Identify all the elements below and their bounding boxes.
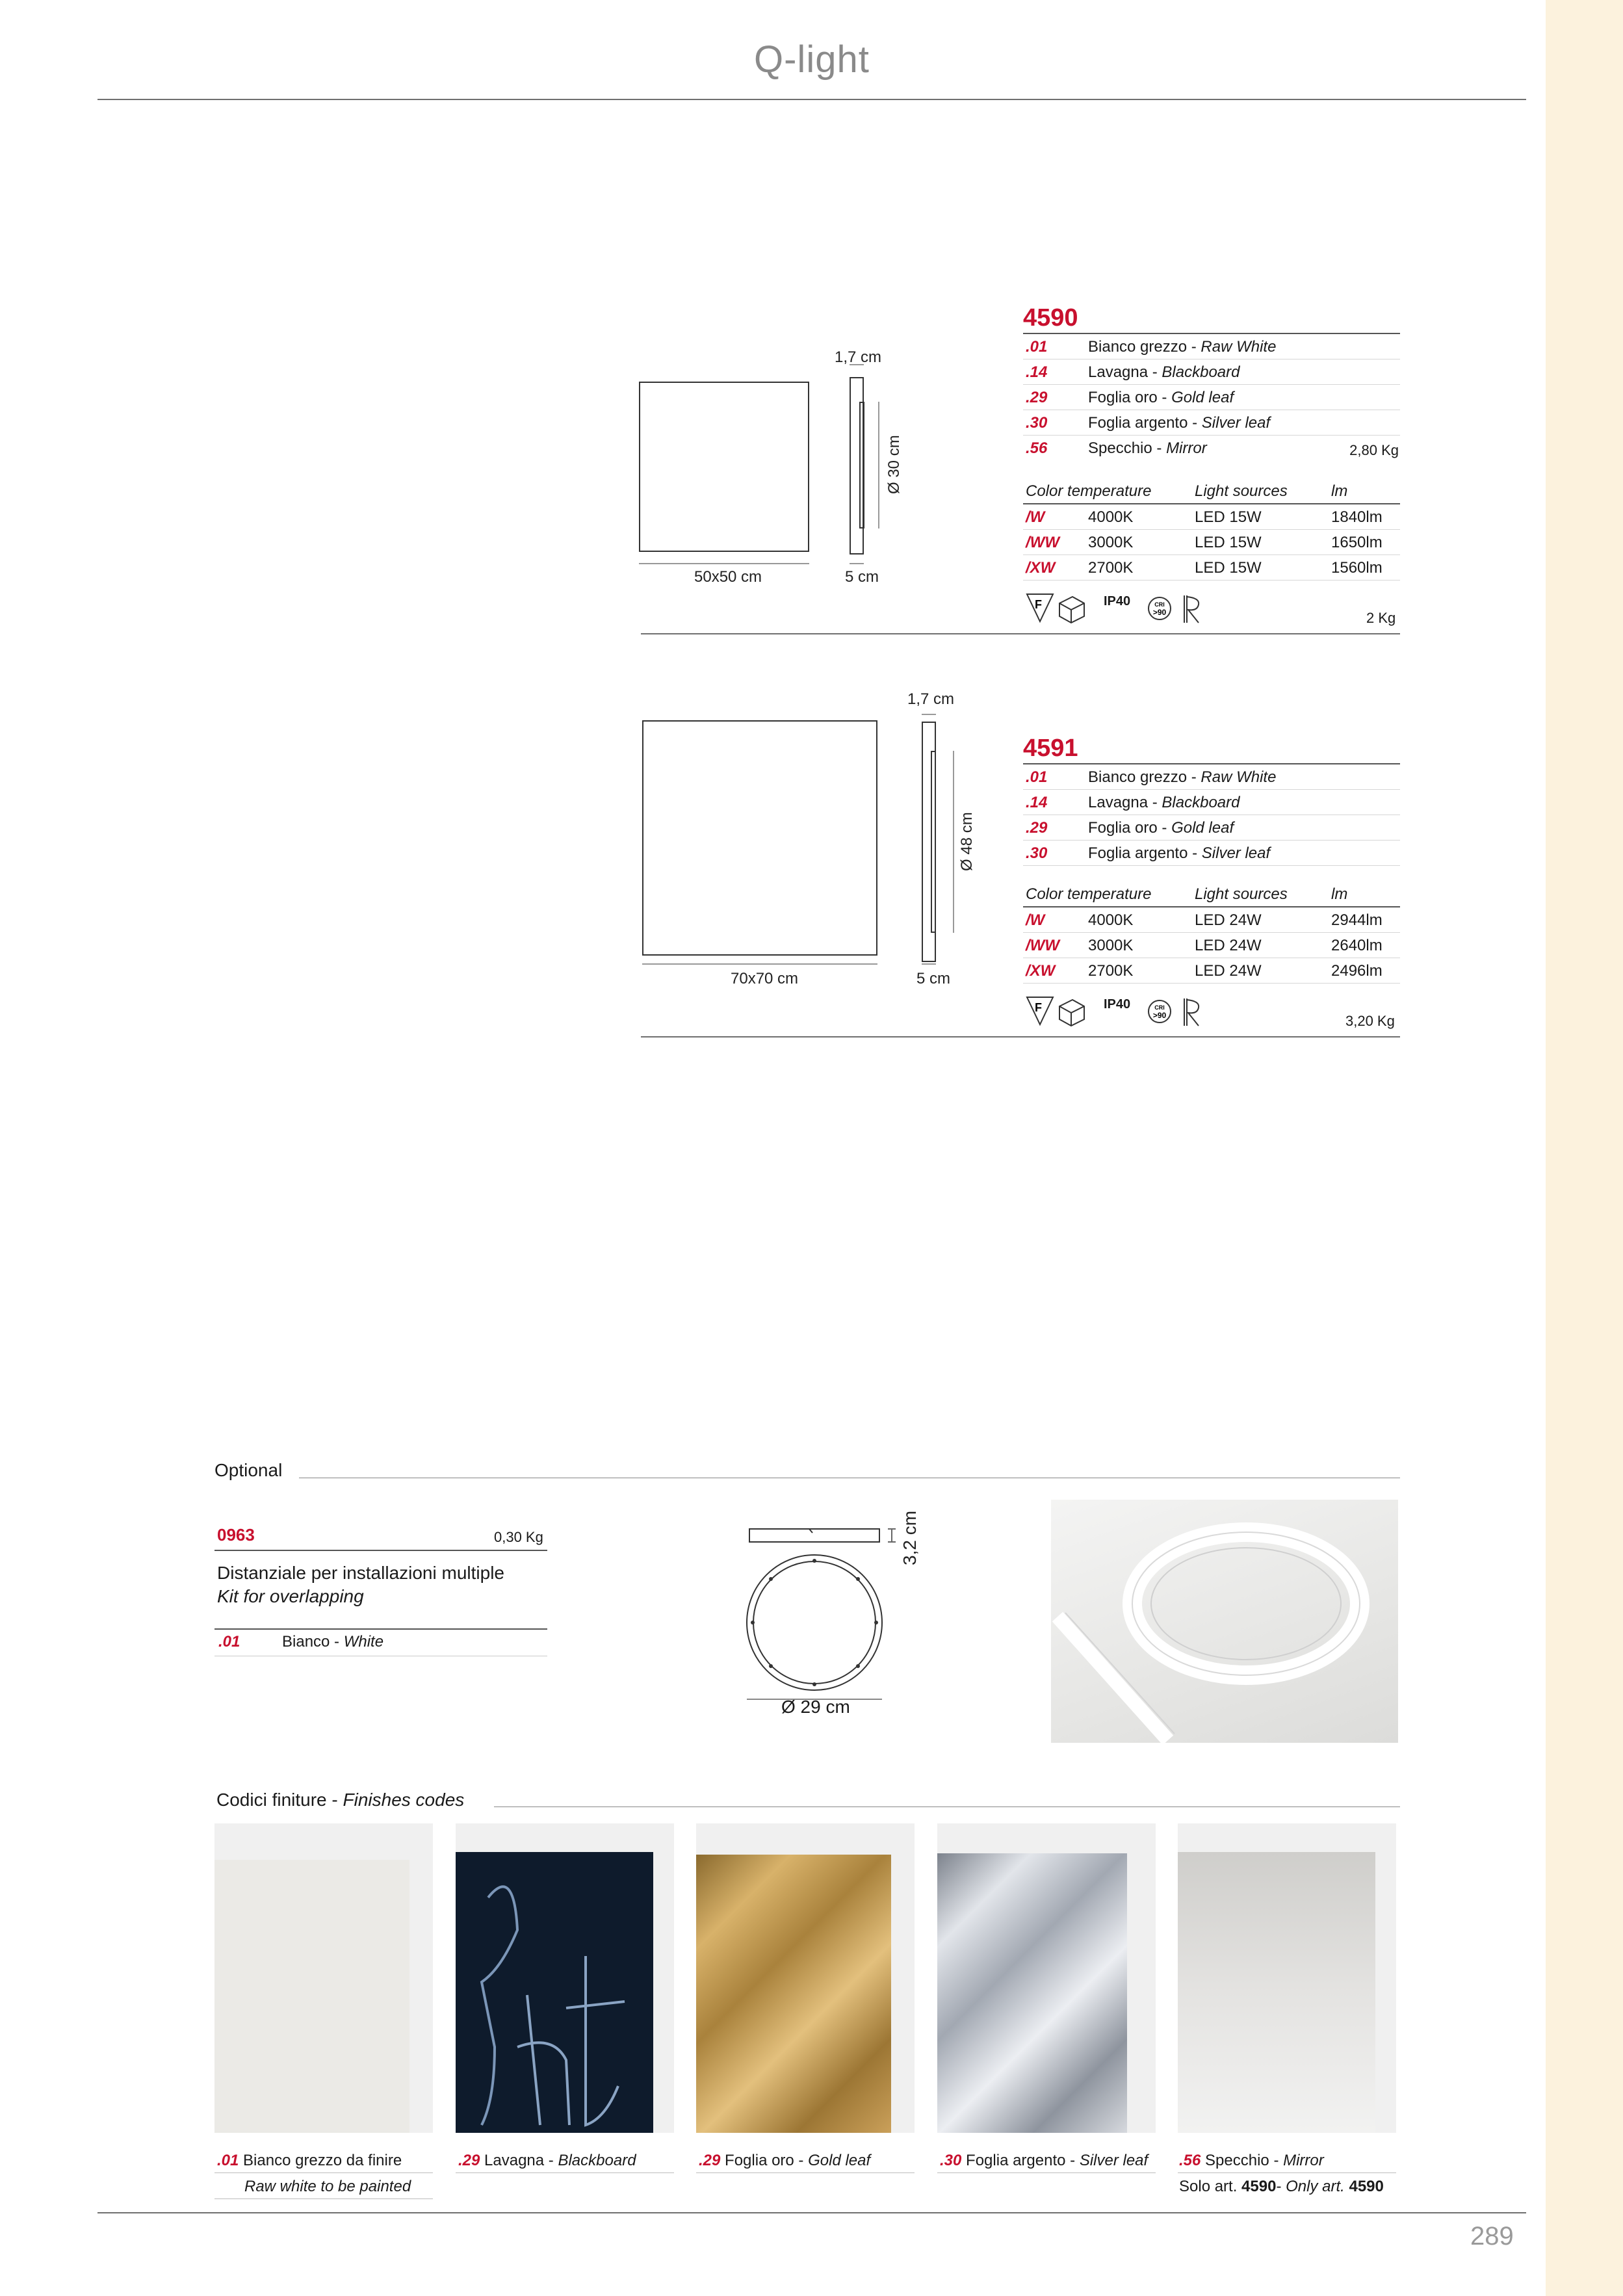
light-row: /WW 3000K LED 15W 1650lm: [1023, 530, 1400, 555]
svg-text:>90: >90: [1152, 608, 1167, 617]
finish-name: Foglia oro - Gold leaf: [1088, 389, 1234, 406]
finish-row: [1023, 385, 1400, 410]
light-row: /XW 2700K LED 24W 2496lm: [1023, 958, 1400, 984]
diameter-dimension-line: [878, 402, 879, 528]
page-number: 289: [1470, 2222, 1514, 2250]
swatch-blackboard: [456, 1823, 674, 2133]
swatch-silver-leaf: [937, 1823, 1156, 2133]
optional-finish-rule: [214, 1628, 547, 1630]
optional-finish-code: .01: [218, 1633, 240, 1650]
f-mark-icon: [1026, 593, 1054, 623]
side-view-driver: [931, 751, 936, 933]
finish-code: .56: [1026, 439, 1048, 457]
finish-row: [1023, 333, 1400, 359]
swatch-label-rule: [937, 2172, 1156, 2173]
optional-section-title: Optional: [214, 1460, 283, 1480]
light-row: /W 4000K LED 24W 2944lm: [1023, 907, 1400, 933]
swatch-image: [1178, 1852, 1375, 2133]
ip-rating: IP40: [1104, 997, 1131, 1011]
finish-code: .01: [1026, 338, 1048, 356]
brand-title: Q-light: [754, 38, 870, 81]
footer-rule: [97, 2212, 1526, 2213]
certification-icons: [1026, 593, 1299, 625]
swatch-image: [456, 1852, 653, 2133]
swatch-label: .56 Specchio - Mirror: [1179, 2152, 1324, 2169]
spacer-height-dimension: 3,2 cm: [900, 1510, 920, 1565]
svg-text:CRI: CRI: [1154, 1004, 1165, 1011]
svg-text:>90: >90: [1152, 1011, 1167, 1020]
swatch-note: Solo art. 4590- Only art. 4590: [1179, 2178, 1384, 2195]
svg-text:CRI: CRI: [1154, 601, 1165, 608]
thickness-dimension: 1,7 cm: [907, 690, 955, 708]
depth-dimension-line: [850, 563, 864, 564]
installation-box-icon: [1057, 997, 1087, 1027]
optional-rule: [214, 1550, 547, 1551]
finish-row: .30 Foglia argento - Silver leaf: [1023, 841, 1400, 866]
finish-row: .01 Bianco grezzo - Raw White: [1023, 763, 1400, 790]
light-table-header: Color temperature Light sources lm: [1023, 880, 1400, 907]
finish-row: [1023, 410, 1400, 436]
swatch-mirror: [1178, 1823, 1396, 2133]
light-row: /XW 2700K LED 15W 1560lm: [1023, 555, 1400, 581]
diameter-dimension: Ø 30 cm: [885, 435, 903, 494]
optional-desc-en: Kit for overlapping: [217, 1586, 364, 1606]
diameter-dimension: Ø 48 cm: [958, 812, 976, 871]
swatch-label-rule: [696, 2172, 915, 2173]
header-light-sources: Light sources: [1195, 482, 1288, 500]
optional-finish-name: Bianco - White: [282, 1633, 384, 1650]
light-table: [1023, 477, 1400, 581]
front-view-square: [639, 382, 809, 552]
finish-row: .14 Lavagna - Blackboard: [1023, 790, 1400, 815]
diameter-dimension-line: [953, 751, 954, 933]
installation-box-icon: [1057, 594, 1087, 624]
header-rule: [97, 99, 1526, 100]
light-table-header: [1023, 477, 1400, 504]
finish-code: .29: [1026, 389, 1048, 406]
f-mark-icon: [1026, 996, 1054, 1026]
svg-text:F: F: [1035, 598, 1042, 611]
depth-dimension: 5 cm: [916, 970, 951, 987]
finish-table: [1023, 763, 1400, 866]
product-separator: [641, 633, 1400, 634]
finish-name: Foglia argento - Silver leaf: [1088, 414, 1271, 432]
swatch-label-en: Raw white to be painted: [244, 2178, 411, 2195]
thickness-dimension: 1,7 cm: [835, 348, 882, 366]
width-dimension-line: [639, 563, 809, 564]
finish-code: .14: [1026, 363, 1048, 381]
swatch-label: .29 Foglia oro - Gold leaf: [699, 2152, 871, 2169]
depth-dimension: 5 cm: [845, 568, 879, 586]
swatch-label-rule: [456, 2172, 674, 2173]
swatch-label: .29 Lavagna - Blackboard: [458, 2152, 636, 2169]
optional-desc-it: Distanziale per installazioni multiple: [217, 1563, 504, 1583]
certification-icons: [1026, 996, 1299, 1028]
finish-name: Bianco grezzo - Raw White: [1088, 338, 1277, 356]
finish-table: [1023, 333, 1400, 460]
spacer-drawing: [741, 1507, 923, 1702]
swatch-label-rule: [214, 2172, 433, 2173]
swatch-image: [937, 1853, 1127, 2133]
width-dimension-line: [642, 963, 877, 965]
finish-row: [1023, 436, 1400, 460]
optional-weight: 0,30 Kg: [494, 1529, 543, 1545]
product-separator: [641, 1036, 1400, 1037]
width-dimension: 70x70 cm: [731, 970, 799, 987]
finishes-section-title: Codici finiture - Finishes codes: [216, 1790, 465, 1810]
light-row: /W 4000K LED 15W 1840lm: [1023, 504, 1400, 530]
swatch-image: [214, 1860, 409, 2133]
finish-name: Lavagna - Blackboard: [1088, 363, 1240, 381]
product-code: 4591: [1023, 735, 1078, 762]
dimmable-r-icon: [1180, 593, 1202, 625]
front-view-square: [642, 720, 877, 956]
cri-badge-icon: [1147, 595, 1173, 621]
finish-row: [1023, 359, 1400, 385]
swatch-label-rule: [214, 2198, 433, 2199]
depth-dimension-line: [922, 963, 936, 965]
swatch-gold-leaf: [696, 1823, 915, 2133]
svg-text:F: F: [1035, 1001, 1042, 1014]
swatch-label-rule: [1178, 2172, 1396, 2173]
finish-row: .29 Foglia oro - Gold leaf: [1023, 815, 1400, 841]
product-code: 4590: [1023, 304, 1078, 332]
width-dimension: 50x50 cm: [694, 568, 762, 586]
ip-rating: IP40: [1104, 594, 1131, 608]
dimmable-r-icon: [1180, 996, 1202, 1028]
product-weight: 3,20 Kg: [1345, 1013, 1395, 1029]
header-color-temperature: Color temperature: [1026, 482, 1152, 500]
swatch-raw-white: [214, 1823, 433, 2133]
spacer-diameter-dimension: Ø 29 cm: [781, 1697, 850, 1717]
cri-badge-icon: [1147, 998, 1173, 1024]
header-lumen: lm: [1331, 482, 1348, 500]
side-view-driver: [859, 402, 864, 528]
product-weight: 2 Kg: [1366, 610, 1396, 626]
spacer-photo: [1051, 1500, 1398, 1743]
swatch-label: .30 Foglia argento - Silver leaf: [940, 2152, 1149, 2169]
chalk-scribble-image: [456, 1852, 653, 2133]
swatch-image: [696, 1855, 891, 2133]
finish-weight: 2,80 Kg: [1349, 442, 1399, 458]
light-table: [1023, 880, 1400, 984]
finish-code: .30: [1026, 414, 1048, 432]
finish-name: Specchio - Mirror: [1088, 439, 1207, 457]
light-row: /WW 3000K LED 24W 2640lm: [1023, 933, 1400, 958]
spacer-ring-image: [1051, 1500, 1398, 1743]
page-sidebar-band: [1546, 0, 1623, 2296]
swatch-label: .01 Bianco grezzo da finire: [217, 2152, 402, 2169]
optional-code: 0963: [217, 1525, 255, 1545]
thickness-dimension-line: [922, 714, 936, 715]
